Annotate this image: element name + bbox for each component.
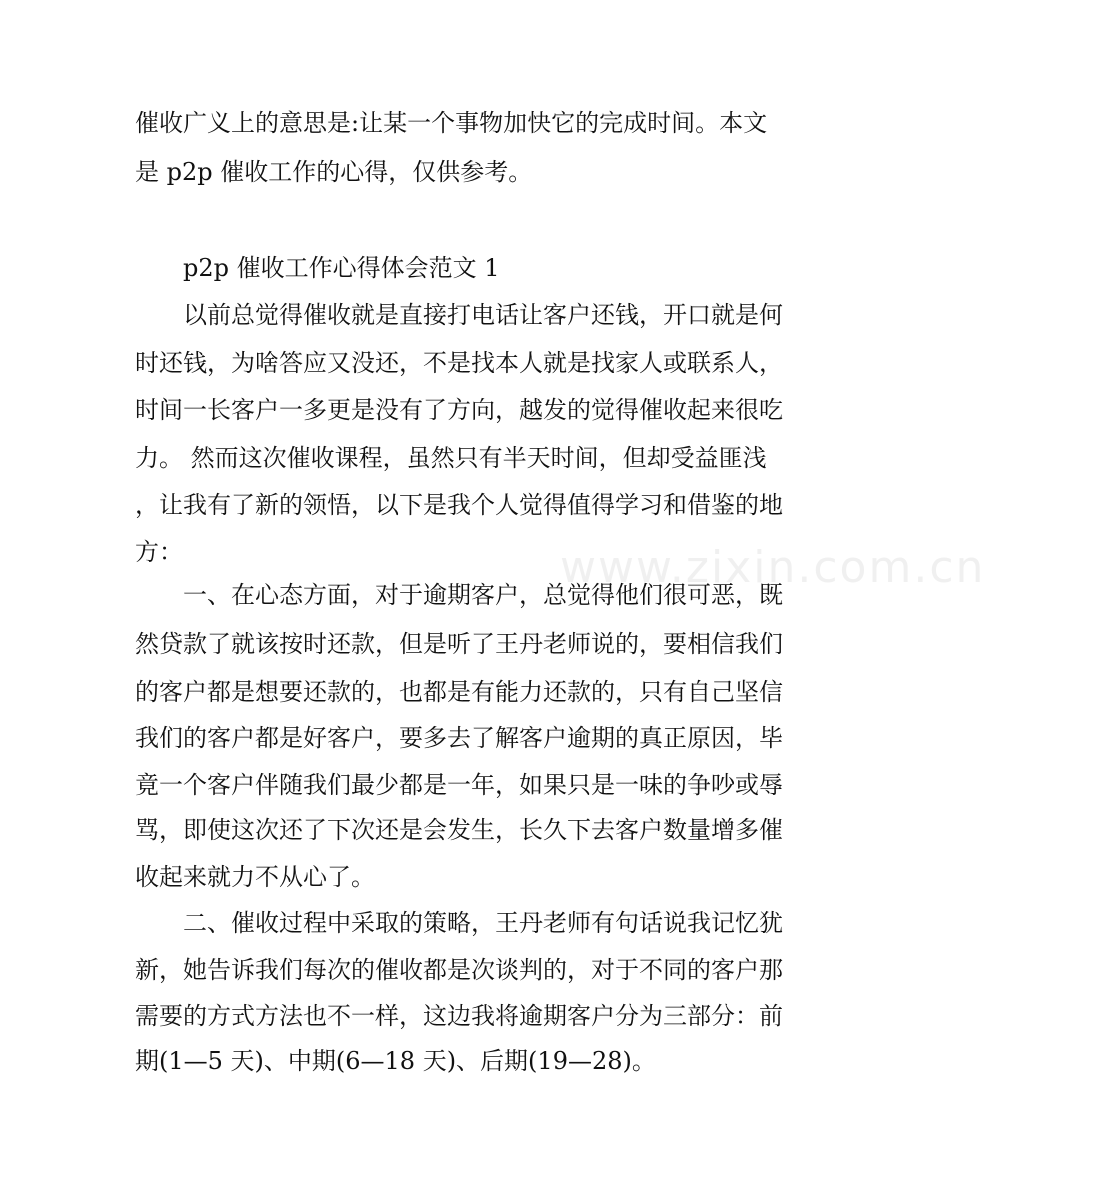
paragraph-line: 时还钱，为啥答应又没还，不是找本人就是找家人或联系人，	[135, 349, 783, 377]
paragraph-line: 时间一长客户一多更是没有了方向，越发的觉得催收起来很吃	[135, 396, 783, 424]
paragraph-line: 竟一个客户伴随我们最少都是一年，如果只是一味的争吵或辱	[135, 771, 783, 799]
paragraph-line: 方：	[135, 538, 183, 566]
paragraph-line: 的客户都是想要还款的，也都是有能力还款的，只有自己坚信	[135, 678, 783, 706]
watermark: www.zixin.com.cn	[560, 542, 986, 593]
paragraph-line: 一、在心态方面，对于逾期客户，总觉得他们很可恶，既	[183, 581, 783, 609]
paragraph-line: 收起来就力不从心了。	[135, 863, 375, 891]
paragraph-line: 骂，即使这次还了下次还是会发生，长久下去客户数量增多催	[135, 816, 783, 844]
paragraph-line: 我们的客户都是好客户，要多去了解客户逾期的真正原因，毕	[135, 724, 783, 752]
intro-line: 催收广义上的意思是:让某一个事物加快它的完成时间。本文	[135, 109, 768, 137]
paragraph-line: 二、催收过程中采取的策略，王丹老师有句话说我记忆犹	[183, 909, 783, 937]
paragraph-line: ，让我有了新的领悟，以下是我个人觉得值得学习和借鉴的地	[135, 491, 783, 519]
paragraph-line: 力。 然而这次催收课程，虽然只有半天时间，但却受益匪浅	[135, 444, 767, 472]
paragraph-line: 新，她告诉我们每次的催收都是次谈判的，对于不同的客户那	[135, 956, 783, 984]
section-title: p2p 催收工作心得体会范文 1	[183, 254, 500, 282]
intro-line: 是 p2p 催收工作的心得，仅供参考。	[135, 158, 533, 186]
paragraph-line: 以前总觉得催收就是直接打电话让客户还钱，开口就是何	[183, 301, 783, 329]
paragraph-line: 然贷款了就该按时还款，但是听了王丹老师说的，要相信我们	[135, 630, 783, 658]
paragraph-line: 需要的方式方法也不一样，这边我将逾期客户分为三部分：前	[135, 1002, 783, 1030]
paragraph-line: 期(1—5 天)、中期(6—18 天)、后期(19—28)。	[135, 1047, 656, 1075]
